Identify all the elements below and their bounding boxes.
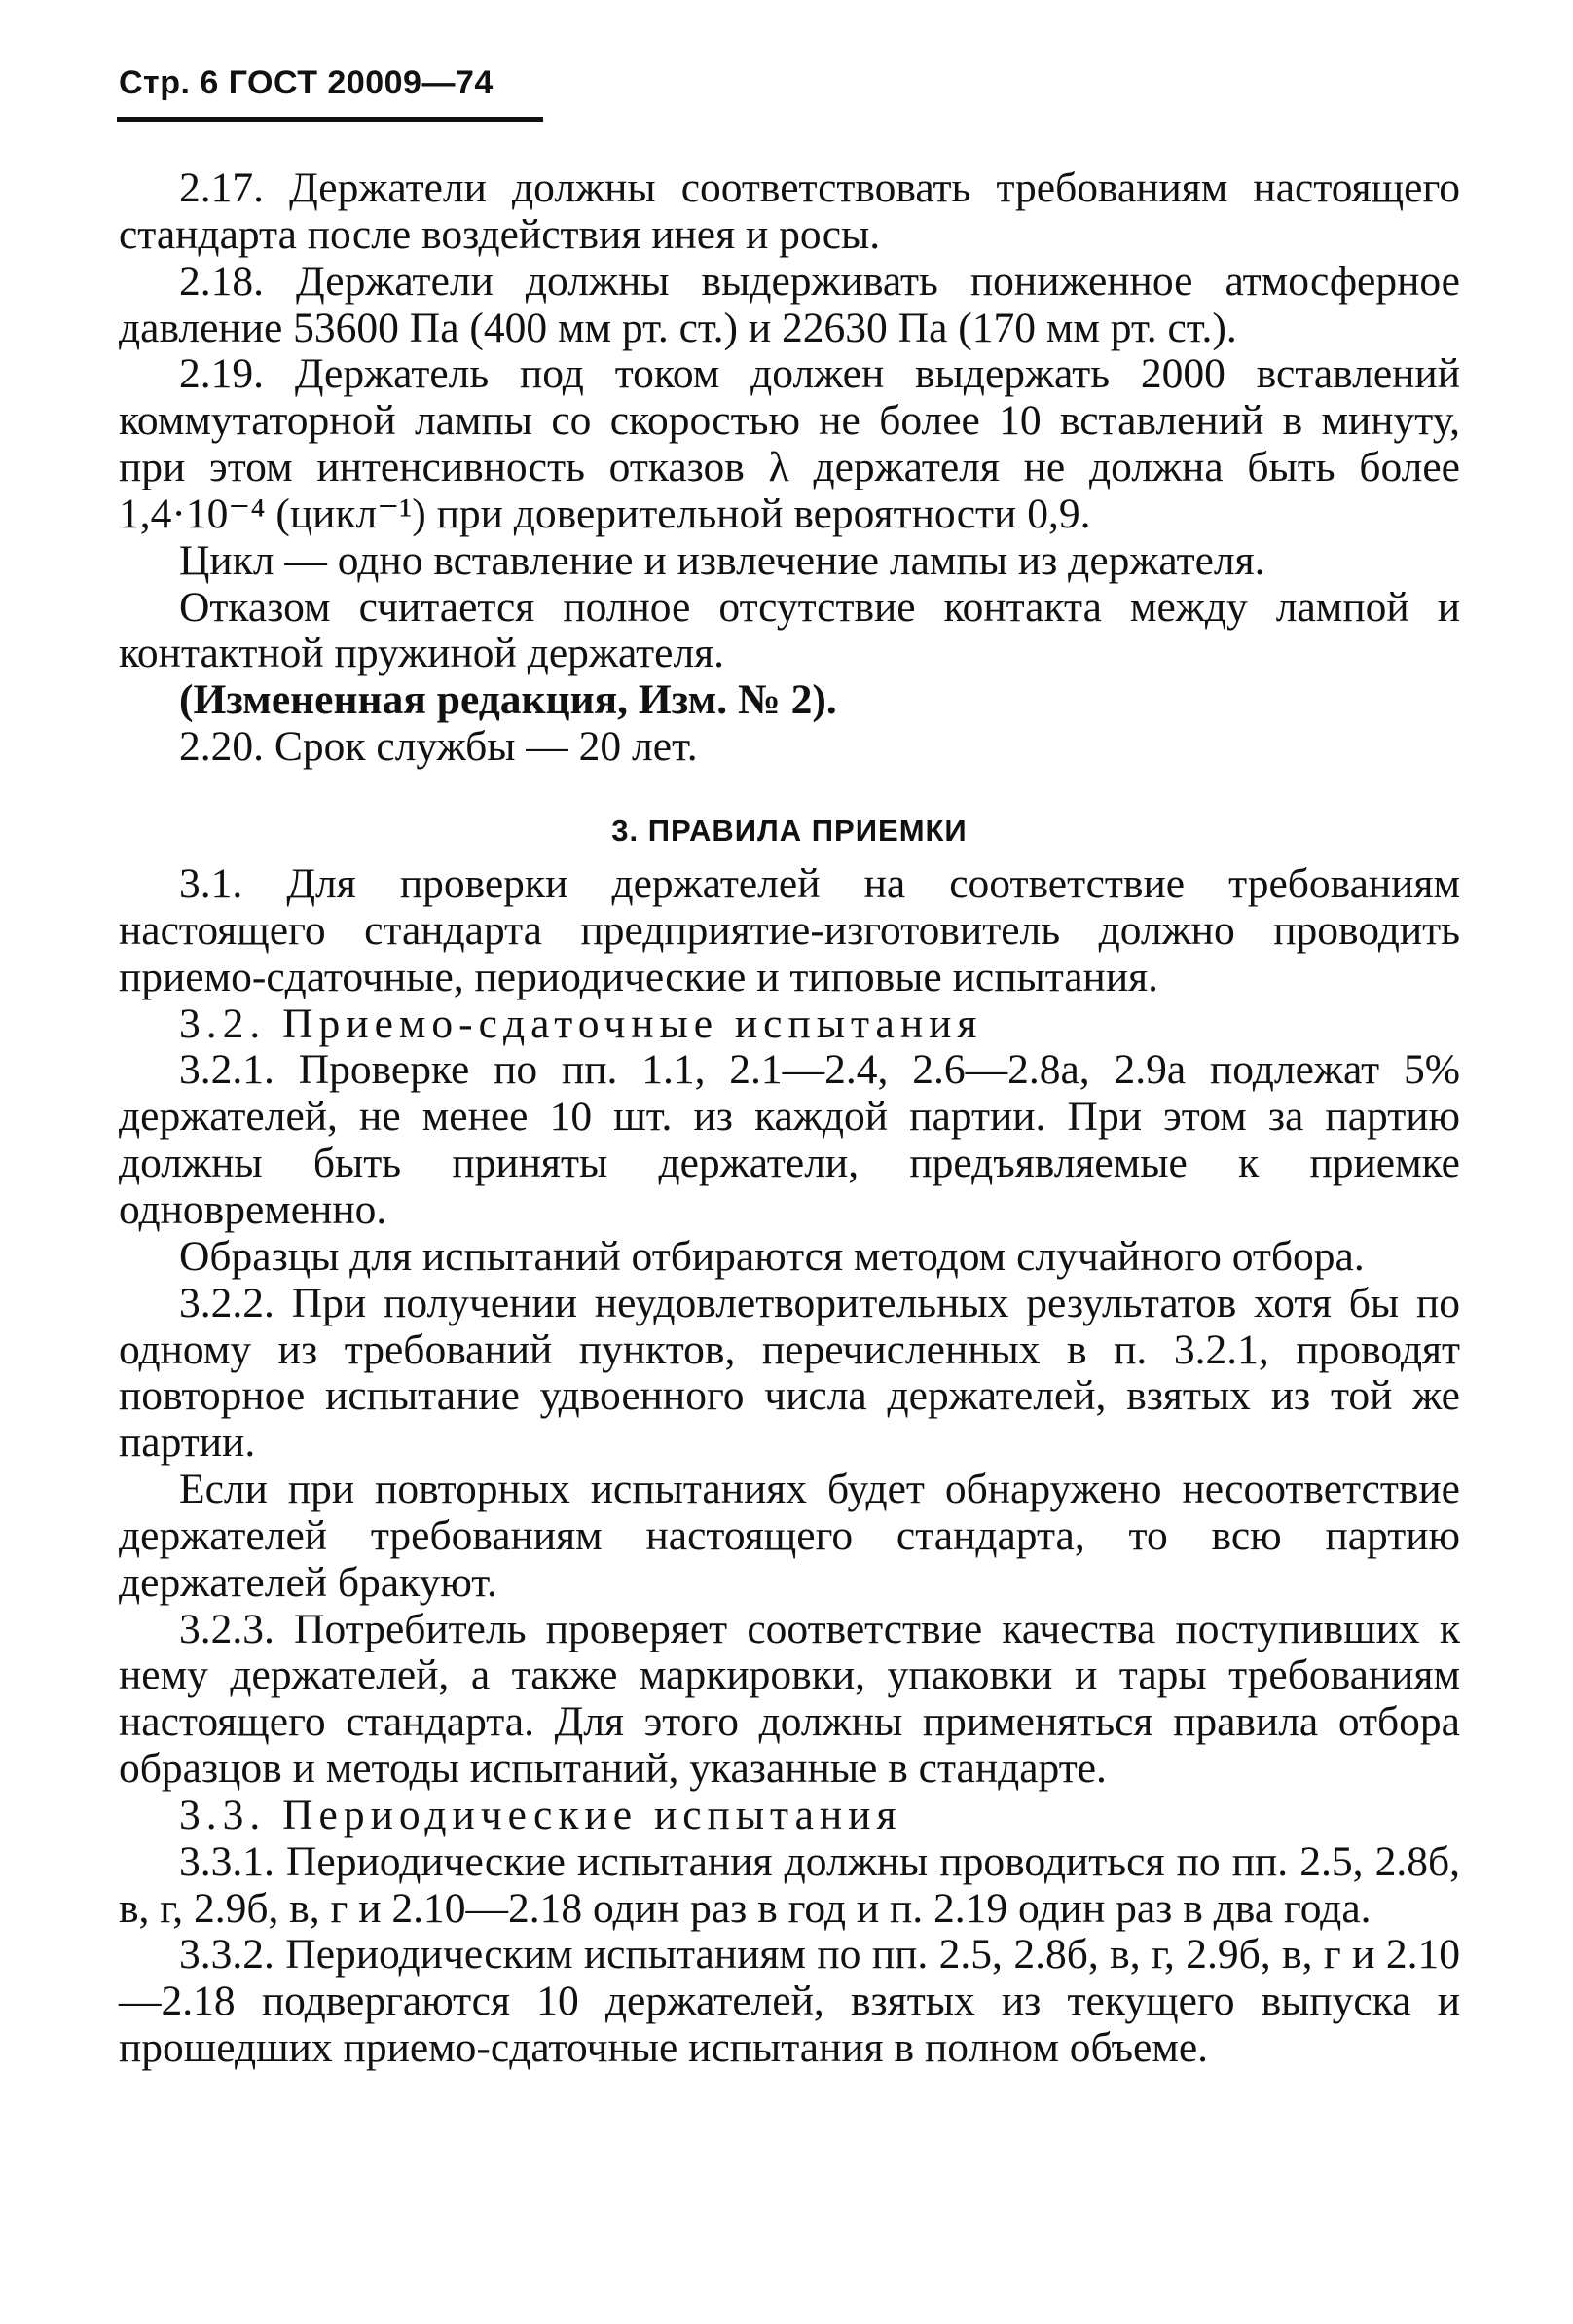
paragraph-2-20: 2.20. Срок службы — 20 лет. bbox=[179, 723, 698, 771]
paragraph-3-2-1: 3.2.1. Проверке по пп. 1.1, 2.1—2.4, 2.6—2.8а, 2.9а подлежат 5% держателей, не менее 10 шт. из каждой партии. При этом за партию должны быть приняты держатели, предъявляемые к приемке одновременно. bbox=[119, 1046, 1460, 1233]
paragraph-2-19: 2.19. Держатель под током должен выдержать 2000 вставлений коммутаторной лампы со скоростью не более 10 вставлений в минуту, при этом интенсивность отказов λ держателя не должна быть более 1,4·10⁻⁴ (цикл⁻¹) при доверительной вероятности 0,9. bbox=[119, 350, 1460, 537]
paragraph-3-3-heading: 3.3. Периодические испытания bbox=[179, 1791, 902, 1838]
paragraph-repeat-tests: Если при повторных испытаниях будет обнаружено несоответствие держателей требованиям настоящего стандарта, то всю партию держателей бракуют. bbox=[119, 1466, 1460, 1606]
paragraph-3-3-2: 3.3.2. Периодическим испытаниям по пп. 2.5, 2.8б, в, г, 2.9б, в, г и 2.10—2.18 подвергаются 10 держателей, взятых из текущего выпуска и прошедших приемо-сдаточные испытания в полном объеме. bbox=[119, 1931, 1460, 2072]
section-3-title: 3. ПРАВИЛА ПРИЕМКИ bbox=[611, 813, 968, 848]
header-rule bbox=[117, 117, 543, 122]
amendment-note: (Измененная редакция, Изм. № 2). bbox=[179, 676, 837, 724]
paragraph-3-2-2: 3.2.2. При получении неудовлетворительных результатов хотя бы по одному из требований пунктов, перечисленных в п. 3.2.1, проводят повторное испытание удвоенного числа держателей, взятых из той же партии. bbox=[119, 1279, 1460, 1467]
paragraph-2-18: 2.18. Держатели должны выдерживать пониженное атмосферное давление 53600 Па (400 мм рт. ст.) и 22630 Па (170 мм рт. ст.). bbox=[119, 257, 1460, 351]
paragraph-3-1: 3.1. Для проверки держателей на соответствие требованиям настоящего стандарта предприятие-изготовитель должно проводить приемо-сдаточные, периодические и типовые испытания. bbox=[119, 860, 1460, 1000]
document-body bbox=[119, 165, 1460, 2072]
paragraph-cycle-definition: Цикл — одно вставление и извлечение лампы из держателя. bbox=[179, 536, 1265, 584]
paragraph-failure-definition: Отказом считается полное отсутствие контакта между лампой и контактной пружиной держателя. bbox=[119, 583, 1460, 677]
paragraph-3-2-3: 3.2.3. Потребитель проверяет соответствие качества поступивших к нему держателей, а также маркировки, упаковки и тары требованиям настоящего стандарта. Для этого должны применяться правила отбора образцов и методы испытаний, указанные в стандарте. bbox=[119, 1605, 1460, 1793]
paragraph-2-17: 2.17. Держатели должны соответствовать требованиям настоящего стандарта после воздействия инея и росы. bbox=[119, 164, 1460, 258]
page-header: Стр. 6 ГОСТ 20009—74 bbox=[119, 64, 494, 101]
paragraph-3-2-heading: 3.2. Приемо-сдаточные испытания bbox=[179, 999, 983, 1047]
paragraph-samples: Образцы для испытаний отбираются методом случайного отбора. bbox=[179, 1232, 1365, 1280]
paragraph-3-3-1: 3.3.1. Периодические испытания должны проводиться по пп. 2.5, 2.8б, в, г, 2.9б, в, г и 2.10—2.18 один раз в год и п. 2.19 один раз в два года. bbox=[119, 1837, 1460, 1932]
